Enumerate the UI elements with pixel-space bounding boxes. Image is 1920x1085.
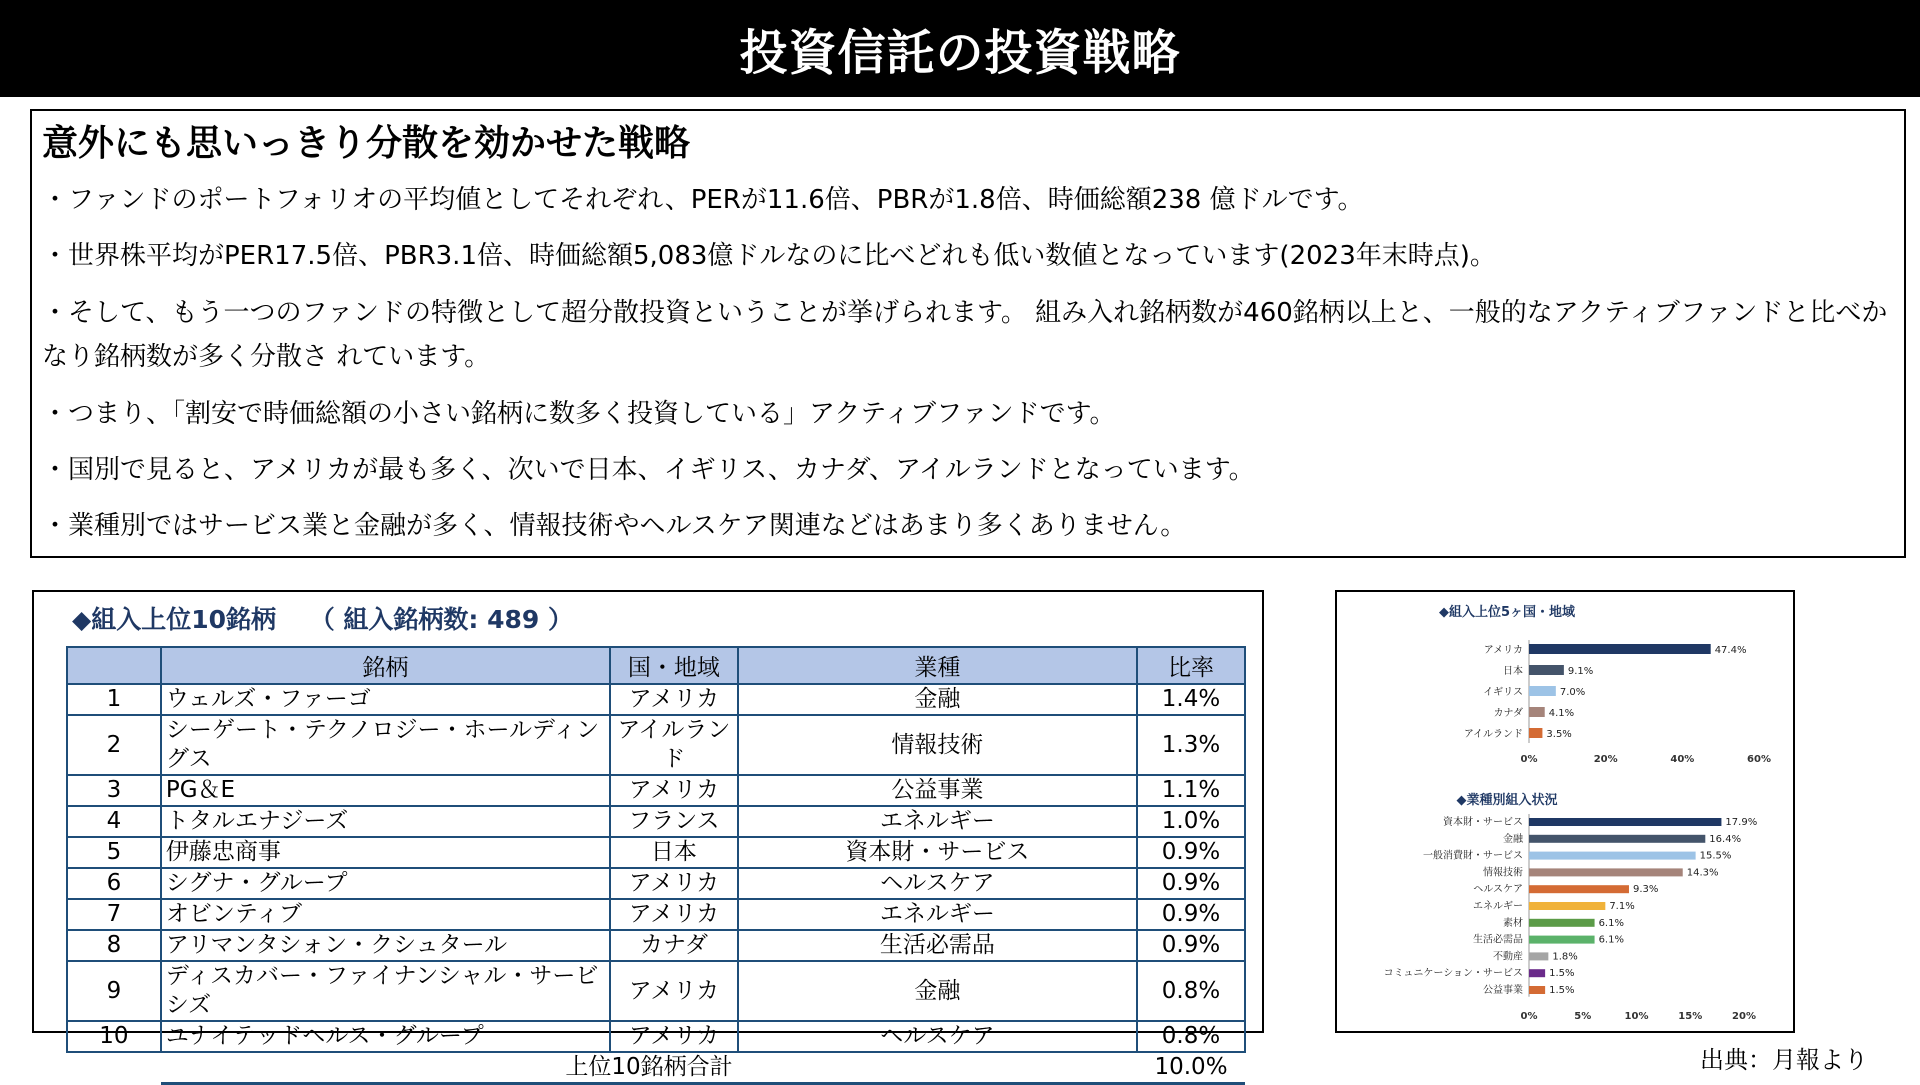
country-cell: アメリカ [610, 899, 738, 930]
table-row [67, 806, 1245, 837]
rank-cell: 5 [67, 837, 161, 868]
table-row [67, 961, 1245, 1021]
bar [1529, 919, 1595, 927]
weight-cell: 1.0% [1137, 806, 1245, 837]
rank-cell: 10 [67, 1021, 161, 1052]
table-row [67, 715, 1245, 775]
stock-name-cell: オビンティブ [161, 899, 610, 930]
total-blank-cell [67, 1052, 161, 1084]
holdings-table [66, 646, 1246, 1085]
weight-cell: 0.9% [1137, 868, 1245, 899]
table-row [67, 1021, 1245, 1052]
stock-name-cell: シグナ・グループ [161, 868, 610, 899]
category-label: コミュニケーション・サービス [1383, 968, 1523, 980]
data-label: 1.8% [1552, 951, 1578, 963]
bar [1529, 986, 1545, 994]
col-header-country: 国・地域 [610, 647, 738, 684]
category-label: 公益事業 [1483, 985, 1523, 996]
stock-name-cell: ディスカバー・ファイナンシャル・サービシズ [161, 961, 610, 1021]
top-holdings-panel [32, 590, 1264, 1080]
sector-cell: 金融 [738, 961, 1137, 1021]
chart-title: ◆業種別組入状況 [1456, 793, 1558, 808]
stock-name-cell: ユナイテッドヘルス・グループ [161, 1021, 610, 1052]
bar [1529, 644, 1711, 654]
rank-cell: 4 [67, 806, 161, 837]
bar [1529, 885, 1629, 893]
category-label: アイルランド [1463, 729, 1523, 740]
total-value: 10.0% [1137, 1052, 1245, 1084]
table-row [67, 775, 1245, 806]
stock-name-cell: トタルエナジーズ [161, 806, 610, 837]
data-label: 47.4% [1714, 645, 1747, 656]
x-tick-label: 15% [1678, 1011, 1703, 1022]
x-tick-label: 40% [1670, 754, 1695, 765]
title-bar [0, 0, 1920, 97]
summary-box [30, 109, 1906, 558]
bar [1529, 969, 1545, 977]
country-cell: アメリカ [610, 775, 738, 806]
sector-cell: エネルギー [738, 806, 1137, 837]
category-label: 素材 [1503, 917, 1523, 929]
weight-cell: 0.9% [1137, 899, 1245, 930]
sector-cell: ヘルスケア [738, 1021, 1137, 1052]
weight-cell: 1.3% [1137, 715, 1245, 775]
bar [1529, 835, 1705, 843]
category-label: ヘルスケア [1473, 884, 1523, 896]
bar [1529, 868, 1683, 876]
sector-cell: ヘルスケア [738, 868, 1137, 899]
stock-name-cell: アリマンタシォン・クシュタール [161, 930, 610, 961]
category-label: 情報技術 [1483, 867, 1523, 879]
country-cell: カナダ [610, 930, 738, 961]
col-header-rank [67, 647, 161, 684]
weight-cell: 0.8% [1137, 961, 1245, 1021]
bullet-country: ・国別で見ると、アメリカが最も多く、次いで日本、イギリス、カナダ、アイルランドとなっています。 [42, 455, 1255, 485]
sector-cell: 生活必需品 [738, 930, 1137, 961]
rank-cell: 8 [67, 930, 161, 961]
category-label: 生活必需品 [1473, 934, 1523, 946]
data-label: 3.5% [1546, 729, 1572, 740]
weight-cell: 0.8% [1137, 1021, 1245, 1052]
country-cell: アメリカ [610, 868, 738, 899]
bar [1529, 818, 1721, 826]
table-row [67, 837, 1245, 868]
bar [1529, 852, 1696, 860]
bar [1529, 902, 1605, 910]
data-label: 15.5% [1699, 850, 1732, 862]
country-cell: アメリカ [610, 1021, 738, 1052]
category-label: 資本財・サービス [1443, 817, 1523, 828]
country-cell: アイルランド [610, 715, 738, 775]
rank-cell: 2 [67, 715, 161, 775]
x-tick-label: 5% [1574, 1011, 1592, 1022]
weight-cell: 0.9% [1137, 930, 1245, 961]
country-cell: フランス [610, 806, 738, 837]
stock-name-cell: PG＆E [161, 775, 610, 806]
total-label: 上位10銘柄合計 [161, 1052, 1137, 1084]
data-label: 6.1% [1598, 934, 1624, 946]
bar [1529, 936, 1595, 944]
data-label: 4.1% [1548, 708, 1575, 719]
stock-name-cell: シーゲート・テクノロジー・ホールディングス [161, 715, 610, 775]
data-label: 9.3% [1632, 884, 1659, 896]
bar [1529, 728, 1542, 738]
sector-cell: 資本財・サービス [738, 837, 1137, 868]
data-label: 1.5% [1549, 968, 1575, 980]
col-header-sector: 業種 [738, 647, 1137, 684]
col-header-weight: 比率 [1137, 647, 1245, 684]
holdings-title: ◆組入上位10銘柄 （ 組入銘柄数: 489 ） [72, 605, 574, 634]
x-tick-label: 0% [1520, 1011, 1538, 1022]
allocation-charts-svg [1337, 592, 1793, 1031]
table-row [67, 930, 1245, 961]
data-label: 7.1% [1609, 901, 1635, 912]
category-label: 日本 [1503, 666, 1523, 677]
rank-cell: 6 [67, 868, 161, 899]
data-label: 9.1% [1567, 666, 1594, 677]
table-row [67, 899, 1245, 930]
weight-cell: 0.9% [1137, 837, 1245, 868]
chart-title: ◆組入上位5ヶ国・地域 [1438, 605, 1576, 620]
bar [1529, 707, 1545, 717]
bar [1529, 686, 1556, 696]
sector-cell: 金融 [738, 684, 1137, 715]
sector-cell: エネルギー [738, 899, 1137, 930]
category-label: エネルギー [1473, 901, 1523, 912]
weight-cell: 1.4% [1137, 684, 1245, 715]
category-label: イギリス [1483, 687, 1523, 698]
x-tick-label: 10% [1624, 1011, 1649, 1022]
total-row [67, 1052, 1245, 1084]
category-label: 一般消費財・サービス [1423, 850, 1523, 862]
data-label: 7.0% [1559, 687, 1586, 698]
data-label: 1.5% [1549, 985, 1575, 996]
sector-cell: 情報技術 [738, 715, 1137, 775]
data-label: 16.4% [1709, 833, 1742, 845]
stock-name-cell: ウェルズ・ファーゴ [161, 684, 610, 715]
country-cell: アメリカ [610, 684, 738, 715]
sector-cell: 公益事業 [738, 775, 1137, 806]
x-tick-label: 20% [1593, 754, 1618, 765]
bar [1529, 665, 1564, 675]
bar [1529, 952, 1548, 960]
data-label: 14.3% [1686, 867, 1719, 879]
allocation-charts-panel [1335, 590, 1795, 1033]
x-tick-label: 0% [1520, 754, 1538, 765]
data-label: 17.9% [1725, 817, 1758, 828]
bullet-valuation: ・ファンドのポートフォリオの平均値としてそれぞれ、PERが11.6倍、PBRが1.8倍、時価総額238 億ドルです。 [42, 185, 1364, 215]
page-title: 投資信託の投資戦略 [739, 25, 1181, 81]
x-tick-label: 20% [1732, 1011, 1756, 1022]
data-label: 6.1% [1598, 917, 1624, 929]
bullet-sector: ・業種別ではサービス業と金融が多く、情報技術やヘルスケア関連などはあまり多くありません。 [42, 511, 1187, 541]
rank-cell: 9 [67, 961, 161, 1021]
table-row [67, 868, 1245, 899]
col-header-name: 銘柄 [161, 647, 610, 684]
source-note: 出典：月報より [1700, 1046, 1868, 1074]
stock-name-cell: 伊藤忠商事 [161, 837, 610, 868]
country-cell: 日本 [610, 837, 738, 868]
bullet-world-average: ・世界株平均がPER17.5倍、PBR3.1倍、時価総額5,083億ドルなのに比べどれも低い数値となっています(2023年末時点)。 [42, 241, 1496, 271]
rank-cell: 3 [67, 775, 161, 806]
weight-cell: 1.1% [1137, 775, 1245, 806]
rank-cell: 1 [67, 684, 161, 715]
rank-cell: 7 [67, 899, 161, 930]
table-row [67, 684, 1245, 715]
category-label: 金融 [1503, 833, 1523, 845]
bullet-diversification: ・そして、もう一つのファンドの特徴として超分散投資ということが挙げられます。 組み入れ銘柄数が460銘柄以上と、一般的なアクティブファンドと比べかなり銘柄数が多く分散さ れています。 [42, 298, 1888, 372]
category-label: アメリカ [1483, 645, 1523, 656]
category-label: 不動産 [1493, 951, 1523, 963]
table-header-row [67, 647, 1245, 684]
x-tick-label: 60% [1747, 754, 1771, 765]
summary-heading: 意外にも思いっきり分散を効かせた戦略 [42, 123, 691, 164]
country-cell: アメリカ [610, 961, 738, 1021]
bullet-conclusion: ・つまり、「割安で時価総額の小さい銘柄に数多く投資している」アクティブファンドです。 [42, 399, 1116, 429]
category-label: カナダ [1493, 708, 1523, 719]
